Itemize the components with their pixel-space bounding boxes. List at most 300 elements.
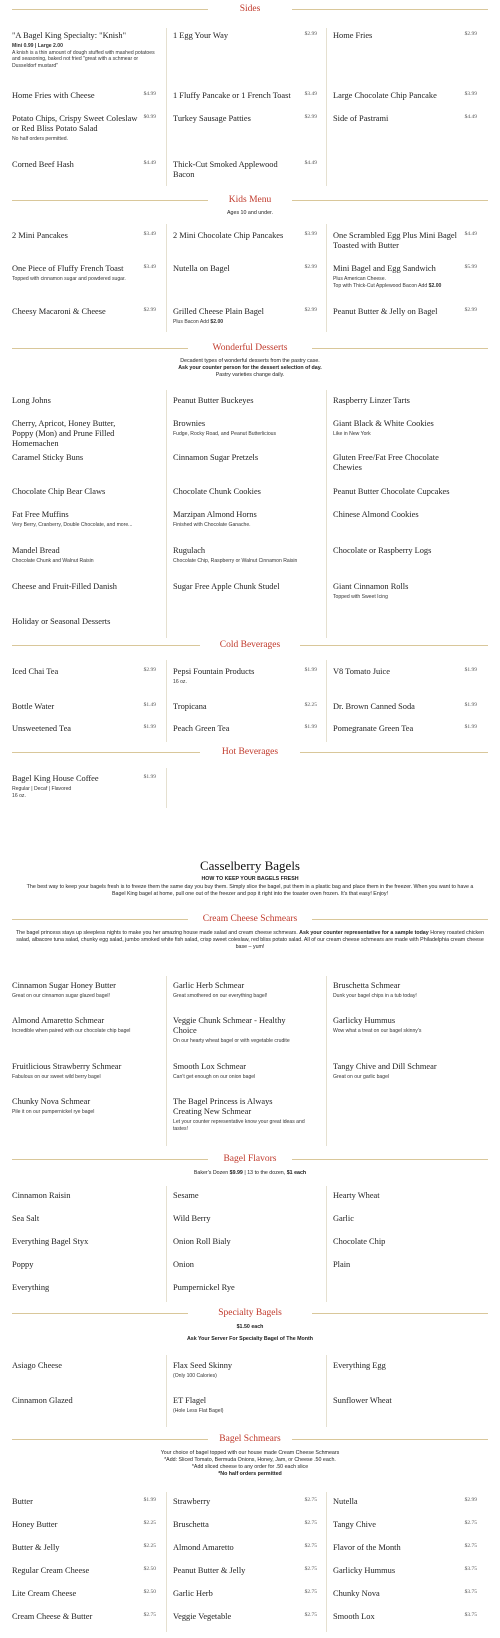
item-name: Cinnamon Sugar Honey Butter <box>12 981 116 990</box>
item-name: Large Chocolate Chip Pancake <box>333 91 437 100</box>
section-title-hot-beverages: Hot Beverages <box>0 747 500 757</box>
item-desc: Like in New York <box>333 431 371 437</box>
menu-item <box>333 981 481 1000</box>
flavor-item: Onion Roll Bialy <box>173 1237 231 1246</box>
column-divider <box>326 1355 327 1427</box>
item-name: Chocolate Chunk Cookies <box>173 487 261 496</box>
item-name: Butter <box>12 1497 33 1506</box>
flavor-item: Sesame <box>173 1191 199 1200</box>
item-desc: Pile it on our pumpernickel rye bagel <box>12 1109 95 1115</box>
section-title-desserts: Wonderful Desserts <box>0 343 500 353</box>
item-name: Chocolate Chip Bear Claws <box>12 487 106 496</box>
menu-item <box>12 396 160 406</box>
menu-item <box>12 231 160 241</box>
item-name: ET Flagel <box>173 1396 207 1405</box>
item-addon: Plus Bacon Add $2.00 <box>173 319 224 325</box>
item-name: Fruitlicious Strawberry Schmear <box>12 1062 122 1071</box>
menu-item <box>173 231 321 241</box>
item-name: Honey Butter <box>12 1520 58 1529</box>
section-note: The bagel princess stays up sleepless nights to make you her amazing house made salad and cream cheese schmears. Ask your counter representative for a sample today Honey roasted chicken salad, albacore tuna salad, chunky egg salad, jumbo smoked white fish salad, crisp sweet coleslaw, red bliss potato salad. All of our cream cheese schmears are made with Philadelphia cream cheese base – yum! <box>15 930 485 950</box>
item-desc: Finished with Chocolate Ganache. <box>173 522 251 528</box>
brand-name: Casselberry Bagels <box>199 858 300 873</box>
item-name: Long Johns <box>12 396 51 405</box>
item-name: Turkey Sausage Patties <box>173 114 251 123</box>
section-title-bagel-schmears: Bagel Schmears <box>0 1434 500 1444</box>
menu-item <box>173 510 321 529</box>
item-desc: Chocolate Chunk and Walnut Raisin <box>12 558 94 564</box>
item-price: $4.99 <box>143 91 156 97</box>
column-divider <box>326 660 327 742</box>
item-name: "A Bagel King Specialty: "Knish" <box>12 31 127 40</box>
menu-item <box>12 1361 160 1371</box>
item-price: $3.49 <box>143 264 156 270</box>
item-price: $2.99 <box>304 307 317 313</box>
item-price: $1.99 <box>304 724 317 730</box>
item-name: Thick-Cut Smoked Applewood Bacon <box>173 160 278 179</box>
section-note: Ages 10 and under. <box>227 210 273 216</box>
item-price: $3.99 <box>304 231 317 237</box>
item-price: $4.49 <box>464 231 477 237</box>
menu-item <box>12 264 160 283</box>
item-name: Nutella <box>333 1497 358 1506</box>
item-desc: Great on our garlic bagel <box>333 1074 390 1080</box>
flavor-item: Hearty Wheat <box>333 1191 380 1200</box>
column-divider <box>166 1186 167 1302</box>
menu-item <box>173 1612 321 1622</box>
item-name: Sunflower Wheat <box>333 1396 392 1405</box>
menu-item <box>12 1612 160 1622</box>
item-price: $2.75 <box>304 1497 317 1503</box>
item-name: Marzipan Almond Horns <box>173 510 257 519</box>
menu-item <box>333 724 481 734</box>
item-name: Garlic Herb Schmear <box>173 981 245 990</box>
item-name: Peach Green Tea <box>173 724 230 733</box>
item-name: Butter & Jelly <box>12 1543 60 1552</box>
item-price: $2.99 <box>143 307 156 313</box>
item-name: 2 Mini Pancakes <box>12 231 68 240</box>
item-desc: Topped with Sweet Icing <box>333 594 388 600</box>
item-desc: Great on our cinnamon sugar glazed bagel! <box>12 993 110 999</box>
item-price: $2.50 <box>143 1589 156 1595</box>
item-name: The Bagel Princess is Always Creating New Schmear <box>173 1097 273 1116</box>
menu-item <box>173 396 321 406</box>
menu-item <box>333 487 481 497</box>
item-name: Chunky Nova <box>333 1589 380 1598</box>
menu-item <box>12 487 160 497</box>
item-price: $2.99 <box>464 1497 477 1503</box>
item-name: Everything Egg <box>333 1361 386 1370</box>
menu-item <box>173 1062 321 1081</box>
menu-item <box>12 774 160 799</box>
item-desc: Topped with cinnamon sugar and powdered sugar. <box>12 276 126 282</box>
item-name: Smooth Lox <box>333 1612 375 1621</box>
menu-item <box>173 582 321 592</box>
item-desc: (Hole Less Flat Bagel) <box>173 1408 224 1414</box>
item-name: Veggie Vegetable <box>173 1612 232 1621</box>
section-note: *No half orders permitted <box>218 1471 282 1477</box>
item-name: Regular Cream Cheese <box>12 1566 90 1575</box>
menu-item <box>12 419 160 449</box>
item-price: $2.75 <box>304 1589 317 1595</box>
item-price: $2.99 <box>143 667 156 673</box>
item-price: $2.75 <box>304 1566 317 1572</box>
item-name: Unsweetened Tea <box>12 724 72 733</box>
menu-item <box>12 724 160 734</box>
menu-item <box>12 91 160 101</box>
item-desc: Dunk your bagel chips in a tub today! <box>333 993 417 999</box>
item-name: Home Fries with Cheese <box>12 91 95 100</box>
menu-item <box>333 1361 481 1371</box>
menu-item <box>333 1612 481 1622</box>
item-name: Fat Free Muffins <box>12 510 69 519</box>
menu-item <box>333 307 481 317</box>
menu-item <box>12 1097 160 1116</box>
column-divider <box>166 976 167 1146</box>
item-price: $1.49 <box>143 702 156 708</box>
item-name: Mandel Bread <box>12 546 60 555</box>
column-divider <box>326 1186 327 1302</box>
item-desc: Regular | Decaf | Flavored <box>12 786 72 792</box>
item-price: $5.99 <box>464 264 477 270</box>
item-price: $1.99 <box>464 702 477 708</box>
menu-item <box>333 1016 481 1035</box>
item-price: $2.25 <box>304 702 317 708</box>
item-name: Sugar Free Apple Chunk Studel <box>173 582 280 591</box>
item-price: $1.99 <box>464 724 477 730</box>
menu-item <box>173 453 321 463</box>
menu-item <box>333 1396 481 1406</box>
section-title-specialty: Specialty Bagels <box>0 1308 500 1318</box>
item-price: $2.75 <box>304 1520 317 1526</box>
flavor-item: Pumpernickel Rye <box>173 1283 235 1292</box>
item-name: Cherry, Apricot, Honey Butter, Poppy (Mon) and Prune Filled Homemachen <box>12 419 116 448</box>
item-price: $1.99 <box>304 667 317 673</box>
menu-item <box>333 453 481 473</box>
menu-item <box>12 1016 160 1035</box>
item-name: One Piece of Fluffy French Toast <box>12 264 124 273</box>
item-name: Asiago Cheese <box>12 1361 63 1370</box>
section-title-schmears: Cream Cheese Schmears <box>0 914 500 924</box>
item-name: Smooth Lox Schmear <box>173 1062 247 1071</box>
column-divider <box>326 1492 327 1632</box>
freshness-heading: HOW TO KEEP YOUR BAGELS FRESH <box>201 876 299 882</box>
item-price: $2.50 <box>143 1566 156 1572</box>
item-price: $4.49 <box>143 160 156 166</box>
item-name: Tangy Chive <box>333 1520 376 1529</box>
item-price: $4.49 <box>304 160 317 166</box>
item-name: Rugulach <box>173 546 206 555</box>
flavor-item: Sea Salt <box>12 1214 40 1223</box>
menu-item <box>12 582 160 592</box>
item-desc: Great smothered on our everything bagel! <box>173 993 268 999</box>
column-divider <box>326 224 327 332</box>
menu-item <box>12 1589 160 1599</box>
item-name: Garlicky Hummus <box>333 1566 396 1575</box>
item-name: V8 Tomato Juice <box>333 667 390 676</box>
section-note: Decadent types of wonderful desserts from the pastry case. <box>180 358 320 364</box>
item-price: $2.75 <box>464 1520 477 1526</box>
menu-item <box>12 510 160 529</box>
menu-item <box>12 307 160 317</box>
item-price: $2.99 <box>304 31 317 37</box>
item-name: Pomegranate Green Tea <box>333 724 414 733</box>
menu-item <box>12 1566 160 1576</box>
menu-item <box>12 31 160 69</box>
menu-item <box>333 1543 481 1553</box>
item-name: Cinnamon Sugar Pretzels <box>173 453 259 462</box>
section-note: Pastry varieties change daily. <box>215 372 285 378</box>
menu-item <box>173 160 321 180</box>
item-size: 16 oz. <box>12 792 26 799</box>
flavor-item: Plain <box>333 1260 351 1269</box>
item-name: Grilled Cheese Plain Bagel <box>173 307 264 316</box>
section-note: $1.50 each <box>236 1324 264 1330</box>
item-name: Peanut Butter Chocolate Cupcakes <box>333 487 450 496</box>
item-price: $1.99 <box>464 667 477 673</box>
item-name: Dr. Brown Canned Soda <box>333 702 415 711</box>
item-desc: Wow what a treat on our bagel skinny's <box>333 1028 422 1034</box>
column-divider <box>326 390 327 638</box>
menu-item <box>333 114 481 124</box>
section-title-cold-beverages: Cold Beverages <box>0 640 500 650</box>
menu-item <box>12 981 160 1000</box>
column-divider <box>166 224 167 332</box>
flavor-item: Onion <box>173 1260 194 1269</box>
flavor-item: Everything <box>12 1283 50 1292</box>
item-price: $2.75 <box>304 1612 317 1618</box>
item-name: Peanut Butter & Jelly <box>173 1566 246 1575</box>
menu-item <box>173 1520 321 1530</box>
section-title-sides: Sides <box>0 4 500 14</box>
section-note: Baker's Dozen $9.99 | 13 to the dozen, $1 each <box>193 1170 307 1176</box>
item-price: $2.99 <box>304 264 317 270</box>
item-desc: Fabulous on our sweet wild berry bagel <box>12 1074 101 1080</box>
item-name: Chinese Almond Cookies <box>333 510 419 519</box>
item-name: Gluten Free/Fat Free Chocolate Chewies <box>333 453 439 472</box>
menu-item <box>12 453 160 463</box>
item-name: 2 Mini Chocolate Chip Pancakes <box>173 231 284 240</box>
menu-item <box>173 702 321 712</box>
item-name: Nutella on Bagel <box>173 264 230 273</box>
item-desc: A knish is a thin amount of dough stuffed with mashed potatoes and seasoning, baked not fried "great with a schmear or Dusseldorf mustard" <box>12 49 155 69</box>
item-desc: (Only 100 Calories) <box>173 1373 217 1379</box>
menu-item <box>173 419 321 438</box>
menu-item <box>12 546 160 565</box>
item-name: Bruschetta <box>173 1520 209 1529</box>
item-name: 1 Fluffy Pancake or 1 French Toast <box>173 91 291 100</box>
menu-item <box>173 1396 321 1415</box>
item-price: $3.75 <box>464 1612 477 1618</box>
item-name: Tangy Chive and Dill Schmear <box>333 1062 437 1071</box>
item-desc: Plus American Cheese. <box>333 276 386 282</box>
menu-item <box>333 582 481 601</box>
menu-item <box>333 231 481 251</box>
column-divider <box>166 28 167 186</box>
item-name: Almond Amaretto <box>173 1543 234 1552</box>
item-addon: Top with Thick-Cut Applewood Bacon Add $2.00 <box>333 282 442 289</box>
item-name: Raspberry Linzer Tarts <box>333 396 410 405</box>
item-name: Almond Amaretto Schmear <box>12 1016 105 1025</box>
item-name: 1 Egg Your Way <box>173 31 229 40</box>
column-divider <box>166 1355 167 1427</box>
item-name: Strawberry <box>173 1497 211 1506</box>
menu-item <box>12 160 160 170</box>
item-name: Cheese and Fruit-Filled Danish <box>12 582 117 591</box>
menu-item <box>173 667 321 686</box>
item-name: Side of Pastrami <box>333 114 389 123</box>
menu-item <box>333 91 481 101</box>
item-price: $3.49 <box>143 231 156 237</box>
item-name: Brownies <box>173 419 206 428</box>
column-divider <box>326 28 327 186</box>
item-name: Giant Cinnamon Rolls <box>333 582 409 591</box>
item-price: $3.99 <box>464 91 477 97</box>
item-desc: No half orders permitted. <box>12 136 69 142</box>
item-name: Peanut Butter & Jelly on Bagel <box>333 307 438 316</box>
menu-item <box>173 1016 321 1045</box>
menu-item <box>333 1062 481 1081</box>
column-divider <box>166 1492 167 1632</box>
item-name: Chunky Nova Schmear <box>12 1097 91 1106</box>
item-price: $2.99 <box>304 114 317 120</box>
item-desc: Very Berry, Cranberry, Double Chocolate, and more... <box>12 522 133 528</box>
item-price: $2.75 <box>304 1543 317 1549</box>
section-title-kids: Kids Menu <box>0 195 500 205</box>
item-desc: Can't get enough on our onion bagel <box>173 1074 256 1080</box>
item-desc: On our hearty wheat bagel or with vegetable crudite <box>173 1038 290 1044</box>
section-note: *Add sliced cheese to any order for .50 each slice <box>191 1464 309 1470</box>
item-name: Iced Chai Tea <box>12 667 59 676</box>
flavor-item: Poppy <box>12 1260 34 1269</box>
menu-item <box>173 307 321 326</box>
menu-item <box>173 264 321 274</box>
flavor-item: Everything Bagel Styx <box>12 1237 89 1246</box>
column-divider <box>166 768 167 808</box>
item-name: Potato Chips, Crispy Sweet Coleslaw or Red Bliss Potato Salad <box>12 114 138 133</box>
item-price: $3.75 <box>464 1589 477 1595</box>
item-price: $3.75 <box>464 1566 477 1572</box>
item-desc: 16 oz. <box>173 679 187 685</box>
item-price: $1.99 <box>143 1497 156 1503</box>
item-name: Chocolate or Raspberry Logs <box>333 546 432 555</box>
menu-item <box>333 1520 481 1530</box>
flavor-item: Garlic <box>333 1214 354 1223</box>
menu-item <box>12 702 160 712</box>
menu-item <box>333 546 481 556</box>
menu-item <box>12 1520 160 1530</box>
item-name: Flax Seed Skinny <box>173 1361 233 1370</box>
freshness-text: The best way to keep your bagels fresh is to freeze them the same day you buy them. Simply slice the bagel, put them in a plastic bag and place them in the freezer. When you want to have a Bagel King bagel at home, pull one out of the freezer and pop it right into the toaster oven frozen. It's that easy! Enjoy! <box>26 884 474 897</box>
item-name: Caramel Sticky Buns <box>12 453 84 462</box>
menu-item <box>333 264 481 289</box>
menu-item <box>173 546 321 565</box>
column-divider <box>166 660 167 742</box>
menu-item <box>12 667 160 677</box>
item-price: $4.49 <box>464 114 477 120</box>
menu-item <box>333 1589 481 1599</box>
item-name: Flavor of the Month <box>333 1543 401 1552</box>
menu-item <box>173 981 321 1000</box>
menu-item <box>173 487 321 497</box>
menu-item <box>333 419 481 438</box>
menu-item <box>333 1497 481 1507</box>
menu-item <box>173 1566 321 1576</box>
menu-item <box>173 31 321 41</box>
item-name: Peanut Butter Buckeyes <box>173 396 254 405</box>
menu-item <box>173 1361 321 1380</box>
item-price: $3.49 <box>304 91 317 97</box>
item-price: $1.99 <box>143 774 156 780</box>
section-note: Ask Your Server For Specialty Bagel of The Month <box>186 1336 314 1342</box>
item-sizes: Mini 0.99 | Large 2.00 <box>12 43 63 49</box>
section-title-flavors: Bagel Flavors <box>0 1154 500 1164</box>
menu-item <box>12 1497 160 1507</box>
item-name: Cinnamon Glazed <box>12 1396 73 1405</box>
item-name: Veggie Chunk Schmear - Healthy Choice <box>173 1016 286 1035</box>
menu-item <box>333 702 481 712</box>
item-price: $2.75 <box>464 1543 477 1549</box>
item-price: $2.25 <box>143 1543 156 1549</box>
item-name: Holiday or Seasonal Desserts <box>12 617 111 626</box>
item-name: Pepsi Fountain Products <box>173 667 255 676</box>
menu-item <box>173 724 321 734</box>
menu-item <box>333 510 481 520</box>
item-name: Tropicana <box>173 702 207 711</box>
menu-item <box>173 1497 321 1507</box>
menu-item <box>173 91 321 101</box>
item-desc: Fudge, Rocky Road, and Peanut Butterlicious <box>173 431 277 437</box>
item-price: $2.99 <box>464 307 477 313</box>
section-note: Your choice of bagel topped with our house made Cream Cheese Schmears <box>160 1450 340 1456</box>
item-name: One Scrambled Egg Plus Mini Bagel Toasted with Butter <box>333 231 457 250</box>
menu-item <box>173 1543 321 1553</box>
menu-item <box>333 667 481 677</box>
menu-item <box>12 1062 160 1081</box>
menu-item <box>333 1566 481 1576</box>
item-name: Cheesy Macaroni & Cheese <box>12 307 106 316</box>
item-name: Cream Cheese & Butter <box>12 1612 93 1621</box>
flavor-item: Wild Berry <box>173 1214 211 1223</box>
flavor-item: Cinnamon Raisin <box>12 1191 71 1200</box>
item-name: Bruschetta Schmear <box>333 981 401 990</box>
item-name: Lite Cream Cheese <box>12 1589 77 1598</box>
item-name: Corned Beef Hash <box>12 160 74 169</box>
menu-item <box>12 114 160 143</box>
menu-item <box>12 617 160 627</box>
menu-item <box>12 1396 160 1406</box>
section-note: *Add: Sliced Tomato, Bermuda Onions, Honey, Jam, or Cheese .50 each. <box>164 1457 336 1463</box>
item-price: $0.99 <box>143 114 156 120</box>
section-note: Ask your counter person for the dessert selection of day. <box>178 365 322 371</box>
menu-item <box>333 396 481 406</box>
item-name: Garlicky Hummus <box>333 1016 396 1025</box>
item-name: Giant Black & White Cookies <box>333 419 434 428</box>
column-divider <box>166 390 167 638</box>
item-price: $2.75 <box>143 1612 156 1618</box>
item-name: Home Fries <box>333 31 373 40</box>
item-desc: Incredible when paired with our chocolate chip bagel <box>12 1028 131 1034</box>
item-price: $2.25 <box>143 1520 156 1526</box>
item-name: Bottle Water <box>12 702 55 711</box>
menu-item <box>333 31 481 41</box>
item-desc: Chocolate Chip, Raspberry or Walnut Cinnamon Raisin <box>173 558 298 564</box>
item-name: Mini Bagel and Egg Sandwich <box>333 264 436 273</box>
menu-item <box>173 1097 321 1132</box>
menu-item <box>12 1543 160 1553</box>
item-price: $1.99 <box>143 724 156 730</box>
menu-item <box>173 1589 321 1599</box>
item-price: $2.99 <box>464 31 477 37</box>
